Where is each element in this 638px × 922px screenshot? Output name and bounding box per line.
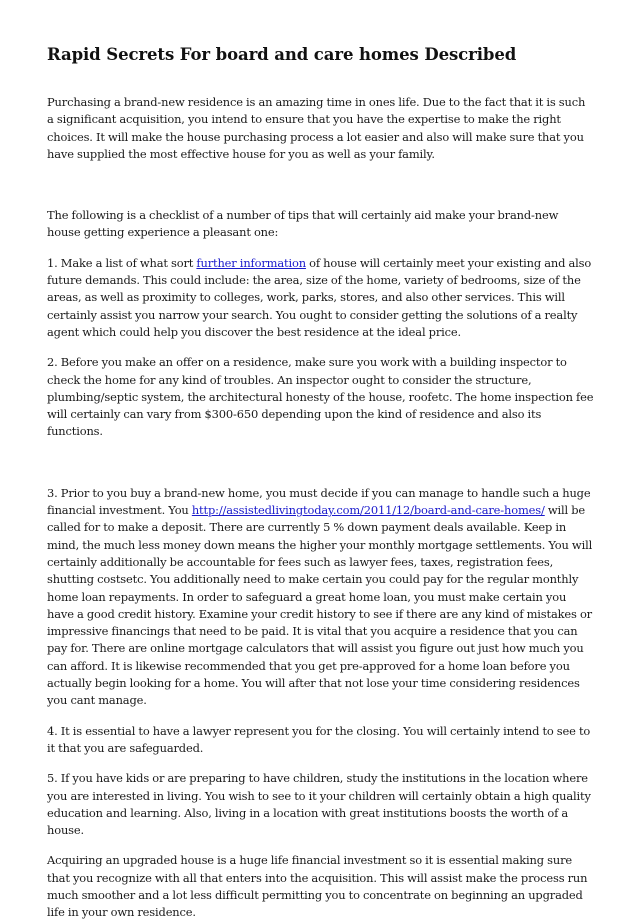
tip-2-paragraph: 2. Before you make an offer on a residence, make sure you work with a building inspector to check the home for any kind of troubles. An inspector ought to consider the structure, plumbing/septic system, the architectural honesty of the house, roofetc. The home inspection fee will certainly can vary from $300-650 depending upon the kind of residence and also its functions. [47,355,594,439]
tip-3-text-start: 3. Prior to you buy a brand-new home, you must decide if you can manage to handle such a huge financial investment. You [47,485,591,518]
tip-3-text-end: will be called for to make a deposit. There are currently 5 % down payment deals available. Keep in mind, the much less money down means the higher your monthly mortgage settlements. You will certainly additionally be accountable for fees such as lawyer fees, taxes, registration fees, shutting costsetc. You additionally need to make certain you could pay for the regular monthly home loan repayments. In order to safeguard a great home loan, you must make certain you have a good credit history. Examine your credit history to see if there are any kind of mistakes or impressive financings that need to be paid. It is vital that you acquire a residence that you can pay for. There are online mortgage calculators that will assist you figure out just how much you can afford. It is likewise recommended that you get pre-approved for a home loan before you actually begin looking for a home. You will after that not lose your time considering residences you cant manage. [47,503,593,708]
tip-3-paragraph [47,485,594,710]
conclusion-paragraph: Acquiring an upgraded house is a huge life financial investment so it is essential making sure that you recognize with all that enters into the acquisition. This will assist make the process run much smoother and a lot less difficult permitting you to concentrate on beginning an upgraded life in your own residence. [47,853,588,920]
tip-4-paragraph: 4. It is essential to have a lawyer represent you for the closing. You will certainly intend to see to it that you are safeguarded. [47,723,591,755]
tip-5-paragraph: 5. If you have kids or are preparing to have children, study the institutions in the location where you are interested in living. You wish to see to it your children will certainly obtain a high quality education and learning. Also, living in a location with great institutions boosts the worth of a house. [47,771,591,838]
tip-1-text-start: 1. Make a list of what sort [47,255,197,270]
tip-1-text-end: of house will certainly meet your existing and also future demands. This could include: the area, size of the home, variety of bedrooms, size of the areas, as well as proximity to colleges, work, parks, stores, and also other services. This will certainly assist you narrow your search. You ought to consider getting the solutions of a realty agent which could help you discover the best residence at the ideal price. [47,255,592,339]
board-and-care-homes-link[interactable]: http://assistedlivingtoday.com/2011/12/board-and-care-homes/ [191,503,545,518]
further-information-link[interactable]: further information [196,255,306,270]
tip-1-paragraph [47,255,594,341]
page-title: Rapid Secrets For board and care homes Described [47,45,517,64]
intro-paragraph: Purchasing a brand-new residence is an amazing time in ones life. Due to the fact that it is such a significant acquisition, you intend to ensure that you have the expertise to make the right choices. It will make the house purchasing process a lot easier and also will make sure that you have supplied the most effective house for you as well as your family. [47,95,586,161]
checklist-intro-paragraph: The following is a checklist of a number of tips that will certainly aid make your brand-new house getting experience a pleasant one: [47,208,559,240]
